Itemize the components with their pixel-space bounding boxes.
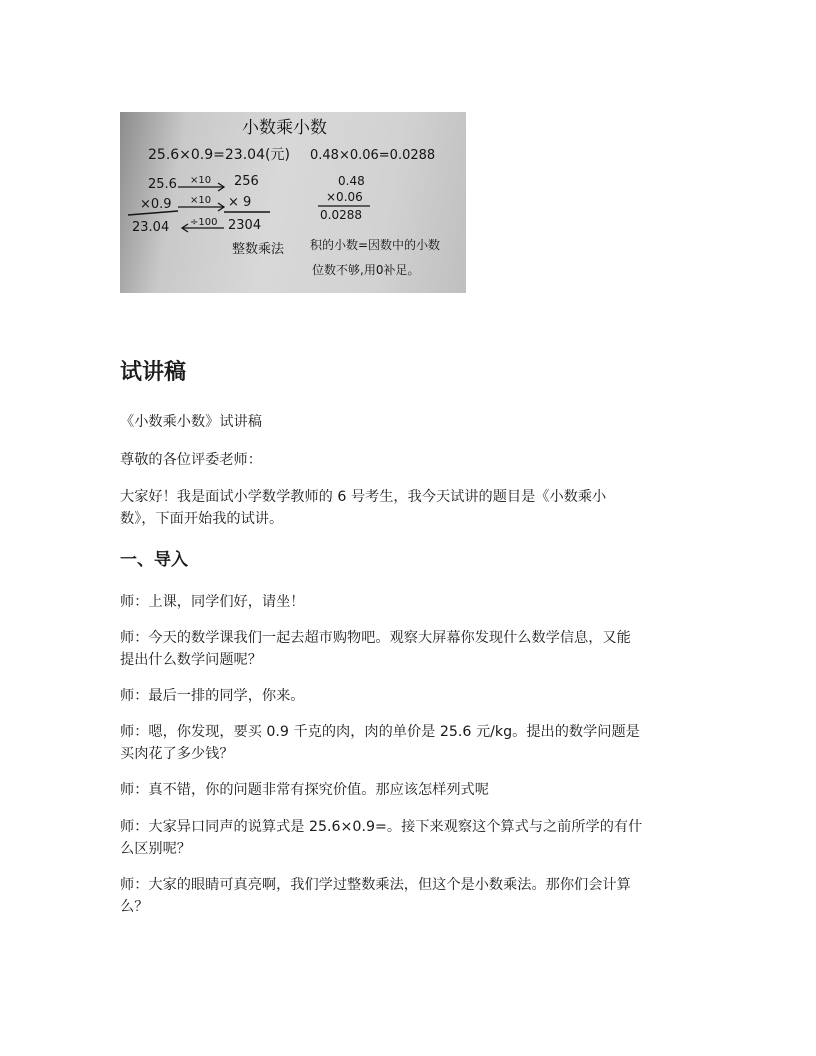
section-heading-intro: 一、导入 bbox=[120, 550, 188, 570]
dialogue-line-2b: 提出什么数学问题呢？ bbox=[120, 652, 262, 668]
paragraph-lesson-title: 《小数乘小数》试讲稿 bbox=[120, 414, 262, 430]
photo-arrow-label-2: ×10 bbox=[190, 195, 212, 206]
dialogue-line-1: 师：上课，同学们好，请坐！ bbox=[120, 594, 305, 610]
photo-left-col1-line2: ×0.9 bbox=[140, 197, 172, 212]
dialogue-line-6a: 师：大家异口同声的说算式是 25.6×0.9=。接下来观察这个算式与之前所学的有什 bbox=[120, 819, 643, 835]
photo-right-note-2: 位数不够,用0补足。 bbox=[312, 263, 420, 277]
photo-left-col1-line3: 23.04 bbox=[132, 220, 170, 235]
photo-right-equation: 0.48×0.06=0.0288 bbox=[310, 148, 436, 163]
photo-arrow-label-1: ×10 bbox=[190, 175, 212, 186]
dialogue-line-7a: 师：大家的眼睛可真亮啊，我们学过整数乘法，但这个是小数乘法。那你们会计算 bbox=[120, 877, 631, 893]
photo-arrow-label-3: ÷100 bbox=[190, 217, 218, 228]
photo-right-line1: 0.48 bbox=[338, 174, 365, 188]
paragraph-greeting: 尊敬的各位评委老师： bbox=[120, 452, 262, 468]
photo-left-col2-line3: 2304 bbox=[228, 218, 262, 233]
dialogue-line-4b: 买肉花了多少钱？ bbox=[120, 746, 234, 762]
dialogue-line-2a: 师：今天的数学课我们一起去超市购物吧。观察大屏幕你发现什么数学信息，又能 bbox=[120, 630, 631, 646]
dialogue-line-6b: 么区别呢？ bbox=[120, 841, 191, 857]
dialogue-line-5: 师：真不错，你的问题非常有探究价值。那应该怎样列式呢 bbox=[120, 782, 489, 798]
paragraph-intro-line1: 大家好！我是面试小学数学教师的 6 号考生，我今天试讲的题目是《小数乘小 bbox=[120, 489, 607, 505]
dialogue-line-7b: 么？ bbox=[120, 899, 149, 915]
photo-left-equation: 25.6×0.9=23.04(元) bbox=[148, 147, 290, 163]
handwritten-notes-drawing bbox=[120, 112, 466, 293]
photo-right-line2: ×0.06 bbox=[326, 190, 363, 204]
dialogue-line-4a: 师：嗯，你发现，要买 0.9 千克的肉，肉的单价是 25.6 元/kg。提出的数学问题是 bbox=[120, 724, 640, 740]
photo-heading: 小数乘小数 bbox=[242, 118, 327, 138]
dialogue-line-3: 师：最后一排的同学，你来。 bbox=[120, 688, 305, 704]
photo-right-note-1: 积的小数=因数中的小数 bbox=[310, 238, 441, 252]
photo-left-col1-line1: 25.6 bbox=[148, 177, 177, 192]
handwritten-notes-photo bbox=[120, 112, 466, 293]
photo-left-col2-line2: × 9 bbox=[228, 195, 252, 210]
photo-right-line3: 0.0288 bbox=[320, 208, 362, 222]
page-title: 试讲稿 bbox=[120, 360, 187, 385]
photo-left-col2-line1: 256 bbox=[234, 174, 259, 189]
photo-left-caption: 整数乘法 bbox=[232, 242, 285, 257]
paragraph-intro-line2: 数》，下面开始我的试讲。 bbox=[120, 511, 284, 527]
